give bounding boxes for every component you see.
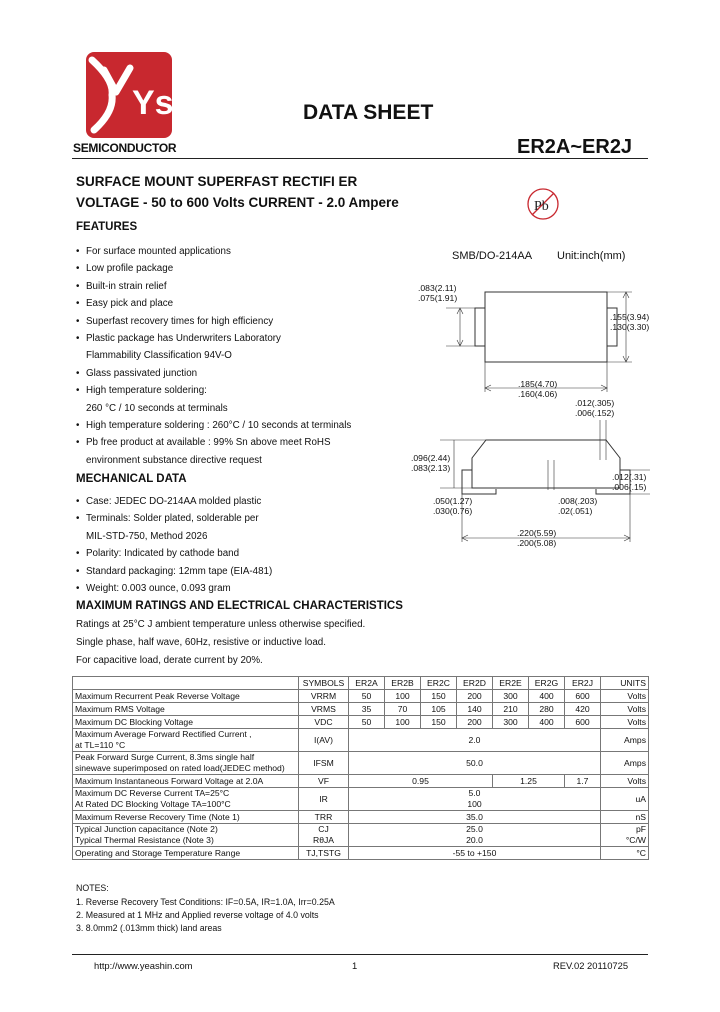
- parameter-cell-line: Maximum RMS Voltage: [75, 703, 165, 714]
- symbol-cell: [299, 847, 349, 860]
- column-header: ER2B: [385, 677, 421, 690]
- value-cell-line: 5.0: [468, 788, 481, 798]
- value-cell: [349, 824, 601, 847]
- list-item: • Low profile package: [76, 263, 406, 280]
- dim-i-min: .200(5.08): [517, 538, 557, 548]
- value-cell: 50.0: [349, 752, 601, 775]
- value-cell: 600: [565, 716, 601, 729]
- mechanical-list: [76, 496, 406, 600]
- value-cell: -55 to +150: [349, 847, 601, 860]
- dim-b-max: .155(3.94): [610, 312, 650, 322]
- value-cell: 200: [457, 690, 493, 703]
- unit-cell: [601, 690, 649, 703]
- doc-title: DATA SHEET: [303, 101, 434, 124]
- unit-cell-line: Volts: [627, 690, 646, 701]
- parameter-cell: [73, 788, 299, 811]
- parameter-cell: [73, 824, 299, 847]
- parameter-cell: [73, 775, 299, 788]
- mechanical-title: MECHANICAL DATA: [76, 473, 187, 485]
- ratings-note-2: Single phase, half wave, 60Hz, resistive or inductive load.: [76, 637, 326, 648]
- list-item: • Superfast recovery times for high efficiency: [76, 316, 406, 333]
- part-number: ER2A~ER2J: [517, 136, 633, 158]
- value-cell: 0.95: [349, 775, 493, 788]
- value-cell: 100: [385, 690, 421, 703]
- table-row: [73, 775, 649, 788]
- lead-side-left: [462, 470, 496, 494]
- value-cell-line: 25.0: [466, 824, 483, 834]
- features-title: FEATURES: [76, 221, 138, 233]
- value-cell-line: 20.0: [466, 835, 483, 845]
- parameter-cell: [73, 811, 299, 824]
- unit-cell: [601, 788, 649, 811]
- symbol-cell-line: I(AV): [314, 734, 333, 745]
- symbol-cell: [299, 690, 349, 703]
- symbol-cell-line: TRR: [314, 811, 333, 822]
- page-number: 1: [352, 960, 358, 971]
- parameter-cell-line: Maximum DC Blocking Voltage: [75, 716, 193, 727]
- value-cell: 150: [421, 690, 457, 703]
- symbol-cell-line: TJ,TSTG: [306, 847, 341, 858]
- dim-b-min: .130(3.30): [610, 322, 650, 332]
- dim-a-min: .075(1.91): [418, 293, 458, 303]
- symbol-cell-line: RθJA: [312, 835, 334, 845]
- dim-g-min: .030(0.76): [433, 506, 473, 516]
- product-title: SURFACE MOUNT SUPERFAST RECTIFI ER: [76, 174, 358, 189]
- parameter-cell: [73, 752, 299, 775]
- parameter-cell: [73, 729, 299, 752]
- symbol-cell: [299, 824, 349, 847]
- unit-cell: [601, 716, 649, 729]
- column-header: SYMBOLS: [299, 677, 349, 690]
- package-name: SMB/DO-214AA: [452, 250, 533, 262]
- unit-cell: [601, 775, 649, 788]
- unit-cell-line: °C/W: [625, 835, 646, 845]
- unit-cell: [601, 824, 649, 847]
- symbol-cell-line: VRRM: [310, 690, 337, 701]
- table-row: [73, 811, 649, 824]
- unit-cell-line: Amps: [624, 757, 646, 768]
- parameter-cell-line: at TL=110 °C: [75, 740, 126, 750]
- dim-a-max: .083(2.11): [418, 283, 457, 293]
- logo-text: Ys: [132, 84, 172, 122]
- value-cell: 420: [565, 703, 601, 716]
- dim-i-max: .220(5.59): [517, 528, 557, 538]
- parameter-cell-line: Maximum Recurrent Peak Reverse Voltage: [75, 690, 240, 701]
- value-cell: 35.0: [349, 811, 601, 824]
- list-item: • Polarity: Indicated by cathode band: [76, 548, 406, 565]
- list-item: • Case: JEDEC DO-214AA molded plastic: [76, 496, 406, 513]
- value-cell: 300: [493, 716, 529, 729]
- note-3: 3. 8.0mm2 (.013mm thick) land areas: [76, 923, 222, 933]
- dim-h-min: .02(.051): [558, 506, 593, 516]
- dim-e-min: .083(2.13): [411, 463, 451, 473]
- package-body-top-view: [485, 292, 607, 362]
- dim-c-min: .160(4.06): [518, 389, 558, 399]
- list-item: • Pb free product at available : 99% Sn above meet RoHS: [76, 437, 406, 454]
- symbol-cell-line: VF: [318, 775, 329, 786]
- list-item: MIL-STD-750, Method 2026: [86, 530, 208, 542]
- dim-f-max: .012(.31): [612, 472, 647, 482]
- unit-cell-line: nS: [635, 811, 646, 822]
- parameter-cell: [73, 690, 299, 703]
- table-row: [73, 847, 649, 860]
- logo-mark-icon: [86, 52, 172, 138]
- unit-cell: [601, 729, 649, 752]
- company-logo: [86, 52, 172, 138]
- value-cell: 300: [493, 690, 529, 703]
- symbol-cell-line: CJ: [318, 824, 329, 834]
- value-cell: 600: [565, 690, 601, 703]
- value-cell: 400: [529, 716, 565, 729]
- table-row: [73, 824, 649, 847]
- table-row: [73, 703, 649, 716]
- pb-text: Pb: [534, 199, 549, 214]
- unit-cell-line: Amps: [624, 734, 646, 745]
- parameter-cell: [73, 716, 299, 729]
- unit-cell-line: °C: [636, 847, 646, 858]
- symbol-cell: [299, 811, 349, 824]
- table-row: [73, 788, 649, 811]
- value-cell: 70: [385, 703, 421, 716]
- list-item: • Standard packaging: 12mm tape (EIA-481): [76, 566, 406, 583]
- value-cell: 150: [421, 716, 457, 729]
- package-body-side-view: [472, 440, 620, 488]
- value-cell: 200: [457, 716, 493, 729]
- column-header: ER2D: [457, 677, 493, 690]
- dim-e-max: .096(2.44): [411, 453, 451, 463]
- column-header: UNITS: [601, 677, 649, 690]
- symbol-cell-line: IR: [319, 793, 328, 804]
- unit-cell-line: Volts: [627, 703, 646, 714]
- ratings-title: MAXIMUM RATINGS AND ELECTRICAL CHARACTERISTICS: [76, 600, 403, 612]
- list-item: 260 °C / 10 seconds at terminals: [86, 402, 228, 414]
- list-item: environment substance directive request: [86, 454, 262, 466]
- value-cell: 2.0: [349, 729, 601, 752]
- parameter-cell-line: sinewave superimposed on rated load(JEDEC method): [75, 763, 285, 773]
- unit-cell: [601, 703, 649, 716]
- list-item: • Built-in strain relief: [76, 281, 406, 298]
- list-item: Flammability Classification 94V-O: [86, 350, 232, 362]
- parameter-cell: [73, 847, 299, 860]
- parameter-cell-line: Peak Forward Surge Current, 8.3ms single half: [75, 752, 255, 762]
- parameter-cell-line: Maximum Average Forward Rectified Current ,: [75, 729, 252, 739]
- value-cell: 50: [349, 716, 385, 729]
- column-header: ER2G: [529, 677, 565, 690]
- symbol-cell: [299, 775, 349, 788]
- unit-cell-line: Volts: [627, 716, 646, 727]
- symbol-cell: [299, 716, 349, 729]
- note-1: 1. Reverse Recovery Test Conditions: IF=0.5A, IR=1.0A, Irr=0.25A: [76, 897, 335, 907]
- unit-cell-line: uA: [635, 793, 646, 804]
- product-rating: VOLTAGE - 50 to 600 Volts CURRENT - 2.0 Ampere: [76, 195, 399, 210]
- value-cell: 100: [385, 716, 421, 729]
- value-cell-line: 100: [467, 799, 482, 809]
- footer-url[interactable]: http://www.yeashin.com: [94, 960, 193, 971]
- list-item: • Terminals: Solder plated, solderable per: [76, 513, 406, 530]
- features-list: [76, 246, 406, 472]
- table-row: [73, 716, 649, 729]
- ratings-table: [72, 676, 649, 860]
- value-cell: 50: [349, 690, 385, 703]
- dim-d-min: .006(.152): [575, 408, 615, 418]
- list-item: • Easy pick and place: [76, 298, 406, 315]
- company-name: SEMICONDUCTOR: [73, 141, 177, 155]
- symbol-cell: [299, 703, 349, 716]
- value-cell: 280: [529, 703, 565, 716]
- symbol-cell: [299, 788, 349, 811]
- parameter-cell-line: Typical Thermal Resistance (Note 3): [75, 835, 214, 845]
- dim-g-max: .050(1.27): [433, 496, 473, 506]
- dim-h-max: .008(.203): [558, 496, 598, 506]
- parameter-cell-line: Maximum Reverse Recovery Time (Note 1): [75, 811, 240, 822]
- header-divider: [72, 158, 648, 159]
- symbol-cell-line: VRMS: [311, 703, 336, 714]
- value-cell: [349, 788, 601, 811]
- parameter-cell-line: Typical Junction capacitance (Note 2): [75, 824, 218, 834]
- table-row: [73, 752, 649, 775]
- ratings-note-1: Ratings at 25°C J ambient temperature unless otherwise specified.: [76, 619, 366, 630]
- table-row: [73, 690, 649, 703]
- dim-d-max: .012(.305): [575, 398, 615, 408]
- package-unit: Unit:inch(mm): [557, 250, 626, 262]
- value-cell: 105: [421, 703, 457, 716]
- notes-title: NOTES:: [76, 883, 109, 893]
- parameter-cell-line: Maximum DC Reverse Current TA=25°C: [75, 788, 230, 798]
- revision: REV.02 20110725: [553, 960, 629, 971]
- dim-f-min: .006(.15): [612, 482, 647, 492]
- parameter-cell-line: Maximum Instantaneous Forward Voltage at 2.0A: [75, 775, 264, 786]
- value-cell: 1.25: [493, 775, 565, 788]
- list-item: • Glass passivated junction: [76, 368, 406, 385]
- list-item: • Plastic package has Underwriters Laboratory: [76, 333, 406, 350]
- list-item: • Weight: 0.003 ounce, 0.093 gram: [76, 583, 406, 600]
- pb-free-icon: [526, 187, 560, 221]
- column-header: ER2E: [493, 677, 529, 690]
- list-item: • High temperature soldering:: [76, 385, 406, 402]
- footer-divider: [72, 954, 648, 955]
- unit-cell: [601, 752, 649, 775]
- note-2: 2. Measured at 1 MHz and Applied reverse voltage of 4.0 volts: [76, 910, 319, 920]
- list-item: • High temperature soldering : 260°C / 10 seconds at terminals: [76, 420, 406, 437]
- symbol-cell-line: VDC: [314, 716, 333, 727]
- table-header-row: [73, 677, 649, 690]
- column-header: ER2C: [421, 677, 457, 690]
- value-cell: 1.7: [565, 775, 601, 788]
- unit-cell-line: Volts: [627, 775, 646, 786]
- list-item: • For surface mounted applications: [76, 246, 406, 263]
- unit-cell-line: pF: [635, 824, 646, 834]
- symbol-cell: [299, 752, 349, 775]
- symbol-cell: [299, 729, 349, 752]
- column-header: ER2J: [565, 677, 601, 690]
- value-cell: 400: [529, 690, 565, 703]
- value-cell: 140: [457, 703, 493, 716]
- value-cell: 210: [493, 703, 529, 716]
- value-cell: 35: [349, 703, 385, 716]
- unit-cell: [601, 811, 649, 824]
- column-header: ER2A: [349, 677, 385, 690]
- dim-c-max: .185(4.70): [518, 379, 558, 389]
- parameter-cell: [73, 703, 299, 716]
- lead-left: [475, 308, 485, 346]
- column-header: [73, 677, 299, 690]
- parameter-cell-line: At Rated DC Blocking Voltage TA=100°C: [75, 799, 231, 809]
- symbol-cell-line: IFSM: [313, 757, 334, 768]
- unit-cell: [601, 847, 649, 860]
- parameter-cell-line: Operating and Storage Temperature Range: [75, 847, 241, 858]
- ratings-note-3: For capacitive load, derate current by 20%.: [76, 655, 263, 666]
- table-row: [73, 729, 649, 752]
